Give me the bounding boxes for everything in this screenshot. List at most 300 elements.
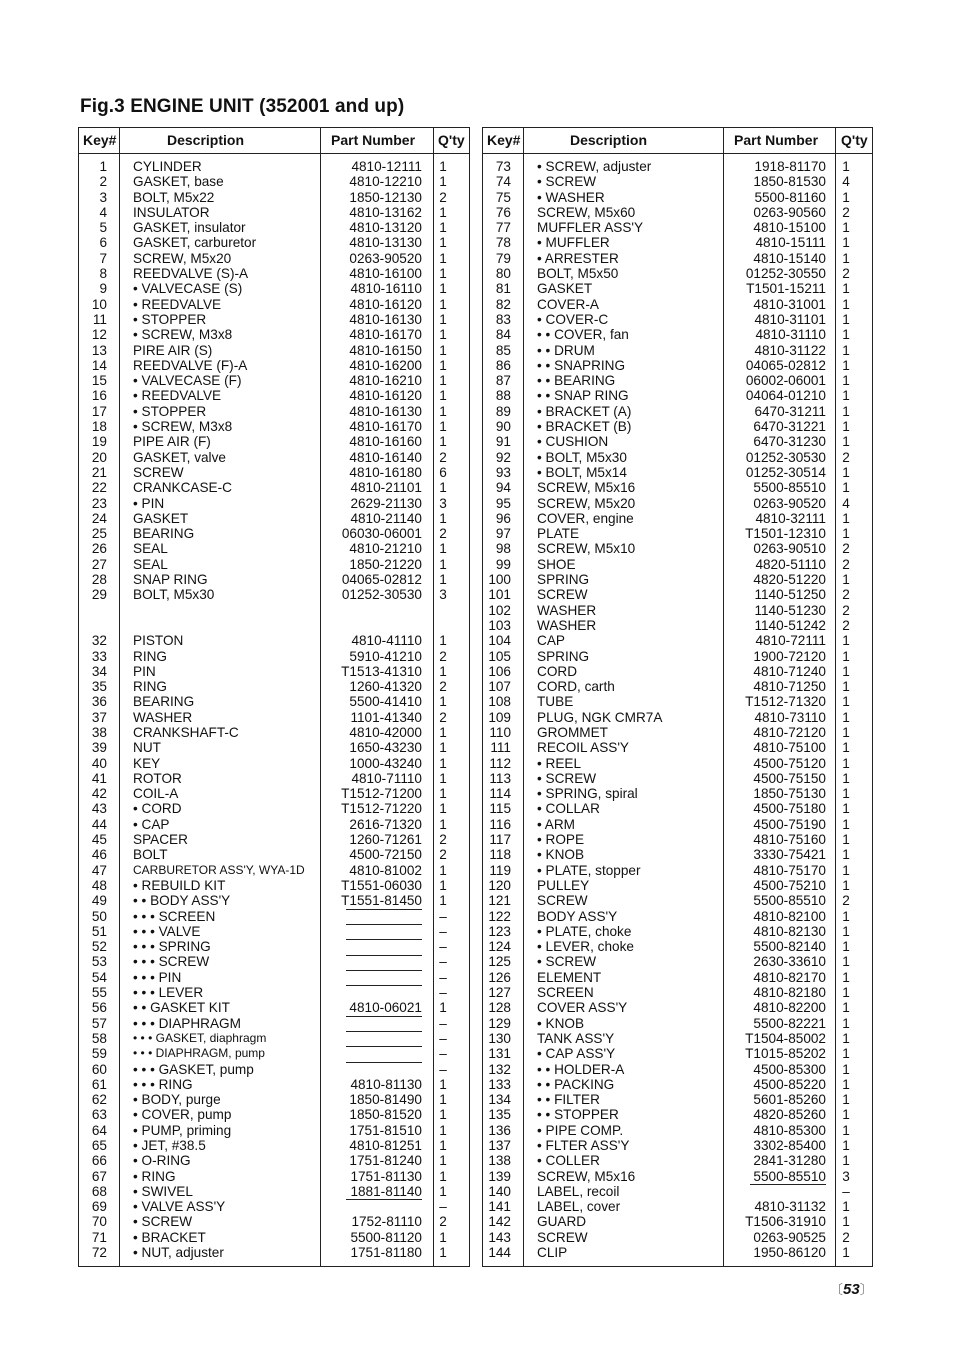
qty-cell: 1 <box>439 816 447 832</box>
key-cell: 110 <box>489 724 511 740</box>
key-cell: 14 <box>91 357 107 373</box>
part-number-cell <box>346 1031 422 1048</box>
part-number-cell: 4810-41110 <box>351 633 422 649</box>
key-cell: 72 <box>91 1245 107 1261</box>
key-cell: 34 <box>91 663 107 679</box>
table-row <box>483 251 872 266</box>
part-number-cell: 5500-41410 <box>349 694 422 710</box>
qty-cell: 1 <box>439 510 447 526</box>
description-cell: • CAP ASS'Y <box>537 1046 616 1062</box>
no-part-line <box>346 939 422 955</box>
part-number-cell: 1751-81240 <box>349 1153 422 1169</box>
key-cell: 126 <box>488 969 511 985</box>
key-cell: 98 <box>495 541 511 557</box>
table-row <box>483 434 872 449</box>
key-cell: 61 <box>91 1076 107 1092</box>
description-cell: • ROPE <box>537 832 585 848</box>
table-row <box>483 373 872 388</box>
qty-cell: – <box>439 1046 447 1062</box>
qty-cell: 2 <box>842 1229 850 1245</box>
header-description: Description <box>570 132 648 148</box>
no-part-line <box>346 1031 422 1047</box>
key-cell: 90 <box>495 419 511 435</box>
description-cell: TANK ASS'Y <box>537 1030 615 1046</box>
part-number-cell: 4810-82180 <box>753 985 826 1001</box>
no-part-line <box>346 1046 422 1062</box>
part-number-cell: 1950-86120 <box>753 1245 826 1261</box>
part-number-cell: 4810-21140 <box>350 510 422 526</box>
qty-cell: 1 <box>439 1092 447 1108</box>
table-row <box>79 771 469 786</box>
part-number-cell: 5500-81120 <box>350 1229 422 1245</box>
part-number-cell: 4500-72150 <box>349 847 422 863</box>
qty-cell: 1 <box>842 1107 850 1123</box>
description-cell: CAP <box>537 633 565 649</box>
qty-cell: 1 <box>842 908 850 924</box>
part-number-cell: 4810-15140 <box>753 250 826 266</box>
description-cell: • SCREW <box>537 954 597 970</box>
key-cell: 121 <box>488 893 511 909</box>
key-cell: 17 <box>91 403 107 419</box>
part-number-cell: 4500-85300 <box>753 1061 826 1077</box>
qty-cell: 1 <box>842 786 850 802</box>
part-number-cell: 4810-16200 <box>349 357 422 373</box>
table-header <box>79 128 469 154</box>
description-cell: • REEDVALVE <box>133 388 222 404</box>
part-number-cell: 4810-82130 <box>753 923 826 939</box>
key-cell: 7 <box>99 250 107 266</box>
part-number-cell: T1512-71220 <box>341 801 422 817</box>
table-row <box>79 1077 469 1092</box>
description-cell: • BRACKET (B) <box>537 419 632 435</box>
table-row <box>483 1016 872 1031</box>
description-cell: SPRING <box>537 648 590 664</box>
key-cell: 92 <box>495 449 511 465</box>
description-cell: RING <box>133 648 167 664</box>
qty-cell: 1 <box>842 969 850 985</box>
table-row <box>483 817 872 832</box>
qty-cell: 3 <box>439 587 447 603</box>
table-row <box>79 1199 469 1214</box>
description-cell: • COVER, pump <box>133 1107 232 1123</box>
table-row <box>483 419 872 434</box>
part-number-cell: T1501-12310 <box>745 526 826 542</box>
table-row <box>483 343 872 358</box>
description-cell: • REEL <box>537 755 582 771</box>
part-number-cell <box>346 909 422 926</box>
page-bracket-open: 〔 <box>830 1282 844 1297</box>
key-cell: 16 <box>91 388 107 404</box>
key-cell: 94 <box>495 480 511 496</box>
qty-cell: 2 <box>842 587 850 603</box>
description-cell: SPRING <box>537 572 590 588</box>
description-cell: KEY <box>133 755 161 771</box>
table-row <box>79 954 469 969</box>
table-row <box>79 847 469 862</box>
qty-cell: – <box>439 908 447 924</box>
part-number-cell: 4810-42000 <box>349 724 422 740</box>
part-number-cell: 4810-71250 <box>753 679 826 695</box>
description-cell: REEDVALVE (F)-A <box>133 357 248 373</box>
key-cell: 4 <box>99 204 107 220</box>
qty-cell: 1 <box>842 1199 850 1215</box>
table-row <box>79 725 469 740</box>
description-cell: • BODY, purge <box>133 1092 221 1108</box>
description-cell: WASHER <box>537 617 597 633</box>
key-cell: 76 <box>495 204 511 220</box>
key-cell: 142 <box>488 1214 511 1230</box>
parts-table-left <box>78 127 470 1267</box>
table-row <box>79 1046 469 1061</box>
table-row <box>79 756 469 771</box>
part-number-cell: 1140-51242 <box>754 617 826 633</box>
part-number-cell: 4810-31122 <box>754 342 826 358</box>
part-number-cell: T1512-71320 <box>745 694 826 710</box>
qty-cell: 1 <box>439 159 447 174</box>
key-cell: 66 <box>91 1153 107 1169</box>
table-row <box>483 679 872 694</box>
key-cell: 18 <box>91 419 107 435</box>
qty-cell: 1 <box>439 419 447 435</box>
qty-cell: 2 <box>439 449 447 465</box>
part-number-cell: 4810-16110 <box>350 281 422 297</box>
qty-cell: 1 <box>842 526 850 542</box>
table-row <box>79 450 469 465</box>
description-cell: SEAL <box>133 541 168 557</box>
part-number-cell: 0263-90520 <box>349 250 422 266</box>
qty-cell: 1 <box>842 464 850 480</box>
table-row <box>79 985 469 1000</box>
description-cell: • • GASKET KIT <box>133 1000 230 1016</box>
table-row <box>483 572 872 587</box>
table-row <box>79 404 469 419</box>
key-cell: 141 <box>488 1199 511 1215</box>
part-number-cell: 4810-73110 <box>754 709 826 725</box>
table-row <box>483 266 872 281</box>
part-number-cell: 1140-51250 <box>754 587 826 603</box>
table-row <box>79 174 469 189</box>
description-cell: SEAL <box>133 556 168 572</box>
key-cell: 71 <box>91 1229 107 1245</box>
part-number-cell: T1501-15211 <box>746 281 826 297</box>
part-number-cell: 1101-41340 <box>350 709 422 725</box>
qty-cell: 1 <box>842 740 850 756</box>
key-cell: 97 <box>495 526 511 542</box>
qty-cell: 1 <box>842 1076 850 1092</box>
description-cell: • ARM <box>537 816 575 832</box>
qty-cell: 1 <box>439 204 447 220</box>
key-cell: 11 <box>92 311 107 327</box>
key-cell: 111 <box>490 740 511 756</box>
table-row <box>483 327 872 342</box>
table-row <box>79 496 469 511</box>
qty-cell: 1 <box>439 893 447 909</box>
description-cell: • • STOPPER <box>537 1107 619 1123</box>
description-cell: • SWIVEL <box>133 1183 193 1199</box>
part-number-cell: 1751-81180 <box>350 1245 422 1261</box>
part-number-cell: 4810-13120 <box>349 220 422 236</box>
part-number-cell: 4810-31001 <box>753 296 826 312</box>
key-cell: 89 <box>495 403 511 419</box>
key-cell: 81 <box>495 281 511 297</box>
description-cell: PLATE <box>537 526 580 542</box>
qty-cell: 1 <box>439 633 447 649</box>
part-number-cell: 4500-75150 <box>753 770 826 786</box>
no-part-line <box>346 909 422 925</box>
qty-cell: 1 <box>439 174 447 190</box>
qty-cell: 1 <box>842 694 850 710</box>
description-cell: • SCREW, M3x8 <box>133 327 233 343</box>
qty-cell: 1 <box>842 770 850 786</box>
table-row <box>483 924 872 939</box>
description-cell: CLIP <box>537 1245 568 1261</box>
key-cell: 35 <box>91 679 107 695</box>
part-number-cell: 1850-81520 <box>349 1107 422 1123</box>
description-cell: • KNOB <box>537 847 585 863</box>
key-cell: 84 <box>495 327 511 343</box>
key-cell: 22 <box>91 480 107 496</box>
table-row <box>483 756 872 771</box>
table-row <box>79 388 469 403</box>
description-cell: GASKET, insulator <box>133 220 246 236</box>
table-row <box>79 1062 469 1077</box>
table-row <box>483 878 872 893</box>
description-cell: COIL-A <box>133 786 179 802</box>
description-cell: • BRACKET (A) <box>537 403 632 419</box>
qty-cell: – <box>439 1199 447 1215</box>
table-row <box>79 434 469 449</box>
qty-cell: – <box>842 1183 850 1199</box>
table-row <box>79 618 469 633</box>
description-cell: • • SNAPRING <box>537 357 626 373</box>
part-number-cell: T1504-85002 <box>745 1030 826 1046</box>
qty-cell: 2 <box>439 1214 447 1230</box>
description-cell: • MUFFLER <box>537 235 610 251</box>
description-cell: • VALVECASE (F) <box>133 373 242 389</box>
qty-cell: 1 <box>842 281 850 297</box>
qty-cell: 1 <box>439 434 447 450</box>
qty-cell: 1 <box>439 740 447 756</box>
description-cell: GASKET <box>133 510 189 526</box>
description-cell: BOLT, M5x30 <box>133 587 215 603</box>
qty-cell: – <box>439 1015 447 1031</box>
part-number-cell <box>750 1184 826 1201</box>
part-number-cell <box>346 1199 422 1216</box>
description-cell: RING <box>133 679 167 695</box>
table-row <box>483 1031 872 1046</box>
key-cell: 48 <box>91 877 107 893</box>
part-number-cell <box>346 1016 422 1033</box>
key-cell: 32 <box>91 633 107 649</box>
table-row <box>79 939 469 954</box>
table-row <box>79 557 469 572</box>
qty-cell: 1 <box>842 1030 850 1046</box>
table-row <box>79 358 469 373</box>
part-number-cell: 2629-21130 <box>350 495 422 511</box>
key-cell: 5 <box>99 220 107 236</box>
part-number-cell: 4500-75190 <box>753 816 826 832</box>
table-row <box>79 817 469 832</box>
qty-cell: 2 <box>439 648 447 664</box>
key-cell: 45 <box>91 832 107 848</box>
description-cell: • VALVECASE (S) <box>133 281 243 297</box>
key-cell: 100 <box>488 572 511 588</box>
part-number-cell <box>346 954 422 971</box>
no-part-line <box>346 1016 422 1032</box>
part-number-cell: 4810-75170 <box>753 862 826 878</box>
part-number-cell: 5910-41210 <box>349 648 422 664</box>
part-number-cell: 4810-15111 <box>755 235 826 251</box>
table-row <box>483 450 872 465</box>
key-cell: 12 <box>91 327 107 343</box>
qty-cell: 1 <box>842 755 850 771</box>
description-cell: ELEMENT <box>537 969 602 985</box>
table-row <box>483 1077 872 1092</box>
table-row <box>483 939 872 954</box>
key-cell: 21 <box>91 464 107 480</box>
part-number-cell: 4810-31101 <box>754 311 826 327</box>
qty-cell: 4 <box>842 174 850 190</box>
description-cell: PIPE AIR (F) <box>133 434 211 450</box>
table-row <box>483 587 872 602</box>
page-bracket-close: 〕 <box>859 1282 873 1297</box>
key-cell: 128 <box>488 1000 511 1016</box>
description-cell: CORD <box>537 663 578 679</box>
table-row <box>483 1000 872 1015</box>
description-cell: • BOLT, M5x30 <box>537 449 627 465</box>
key-cell: 122 <box>488 908 511 924</box>
part-number-cell: 1260-71261 <box>349 832 422 848</box>
description-cell: • • • DIAPHRAGM <box>133 1015 241 1031</box>
description-cell: • • • LEVER <box>133 985 204 1001</box>
header-part-number: Part Number <box>734 132 819 148</box>
description-cell: COVER-A <box>537 296 599 312</box>
description-cell: • • FILTER <box>537 1092 600 1108</box>
part-number-cell: 4810-16210 <box>349 373 422 389</box>
qty-cell: 1 <box>439 862 447 878</box>
table-row <box>79 801 469 816</box>
key-cell: 93 <box>495 464 511 480</box>
key-cell: 62 <box>91 1092 107 1108</box>
table-row <box>79 205 469 220</box>
part-number-cell: T1551-81450 <box>341 893 422 909</box>
description-cell: • SCREW <box>537 770 597 786</box>
qty-cell: 1 <box>439 342 447 358</box>
part-number-cell: 4810-71240 <box>753 663 826 679</box>
part-number-cell: 1850-81490 <box>349 1092 422 1108</box>
qty-cell: – <box>439 985 447 1001</box>
description-cell: • PLATE, stopper <box>537 862 641 878</box>
no-part-line <box>346 955 422 971</box>
key-cell: 83 <box>495 311 511 327</box>
table-row <box>79 863 469 878</box>
table-row <box>79 633 469 648</box>
qty-cell: 1 <box>439 755 447 771</box>
table-row <box>79 1245 469 1260</box>
key-cell: 112 <box>489 755 511 771</box>
qty-cell: 2 <box>842 541 850 557</box>
table-row <box>483 954 872 969</box>
part-number-cell: 5500-82221 <box>753 1015 826 1031</box>
table-row <box>483 312 872 327</box>
key-cell: 64 <box>91 1122 107 1138</box>
description-cell: COVER, engine <box>537 510 634 526</box>
table-row <box>483 664 872 679</box>
description-cell: • O-RING <box>133 1153 191 1169</box>
part-number-cell: 1000-43240 <box>349 755 422 771</box>
qty-cell: 1 <box>842 388 850 404</box>
key-cell: 96 <box>495 510 511 526</box>
header-description: Description <box>167 132 245 148</box>
part-number-cell: 01252-30530 <box>341 587 422 603</box>
part-number-cell: 4810-82170 <box>753 969 826 985</box>
key-cell: 129 <box>488 1015 511 1031</box>
qty-cell: 1 <box>439 480 447 496</box>
key-cell: 74 <box>495 174 511 190</box>
key-cell: 73 <box>495 159 511 174</box>
description-cell: • VALVE ASS'Y <box>133 1199 226 1215</box>
part-number-cell: 4810-12111 <box>351 159 422 174</box>
key-cell: 131 <box>488 1046 511 1062</box>
key-cell: 67 <box>91 1168 107 1184</box>
header-key: Key# <box>487 132 521 148</box>
part-number-cell: 1751-81510 <box>349 1122 422 1138</box>
part-number-cell <box>346 1062 422 1079</box>
description-cell: • REEDVALVE <box>133 296 222 312</box>
key-cell: 29 <box>91 587 107 603</box>
part-number-cell: 5601-85260 <box>753 1092 826 1108</box>
qty-cell: 1 <box>842 342 850 358</box>
part-number-cell: 4810-16130 <box>349 403 422 419</box>
description-cell: • • • RING <box>133 1076 193 1092</box>
part-number-cell: 4810-16100 <box>349 266 422 282</box>
key-cell: 85 <box>495 342 511 358</box>
qty-cell: 1 <box>842 877 850 893</box>
table-row <box>483 847 872 862</box>
qty-cell: 1 <box>439 235 447 251</box>
part-number-cell <box>346 924 422 941</box>
qty-cell: 6 <box>439 464 447 480</box>
table-row <box>483 1046 872 1061</box>
key-cell: 40 <box>91 755 107 771</box>
header-qty: Q'ty <box>438 132 465 148</box>
qty-cell: 1 <box>842 724 850 740</box>
page-title: Fig.3 ENGINE UNIT (352001 and up) <box>80 96 405 117</box>
table-row <box>483 618 872 633</box>
description-cell: SCREW <box>537 1229 588 1245</box>
table-row <box>79 893 469 908</box>
qty-cell: 1 <box>842 434 850 450</box>
description-cell: TUBE <box>537 694 574 710</box>
qty-cell: – <box>439 954 447 970</box>
key-cell: 47 <box>91 862 107 878</box>
part-number-cell: 1650-43230 <box>349 740 422 756</box>
table-row <box>483 557 872 572</box>
part-number-cell: 4810-72111 <box>755 633 826 649</box>
table-row <box>79 587 469 602</box>
description-cell: SCREW, M5x10 <box>537 541 636 557</box>
table-row <box>483 786 872 801</box>
part-number-cell: 4810-31132 <box>754 1199 826 1215</box>
table-row <box>483 1184 872 1199</box>
qty-cell: 1 <box>439 327 447 343</box>
qty-cell: 2 <box>439 679 447 695</box>
table-row <box>79 1184 469 1199</box>
qty-cell: 1 <box>842 1138 850 1153</box>
no-part-line <box>346 1062 422 1078</box>
part-number-cell: 4820-51110 <box>755 556 826 572</box>
table-row <box>79 190 469 205</box>
